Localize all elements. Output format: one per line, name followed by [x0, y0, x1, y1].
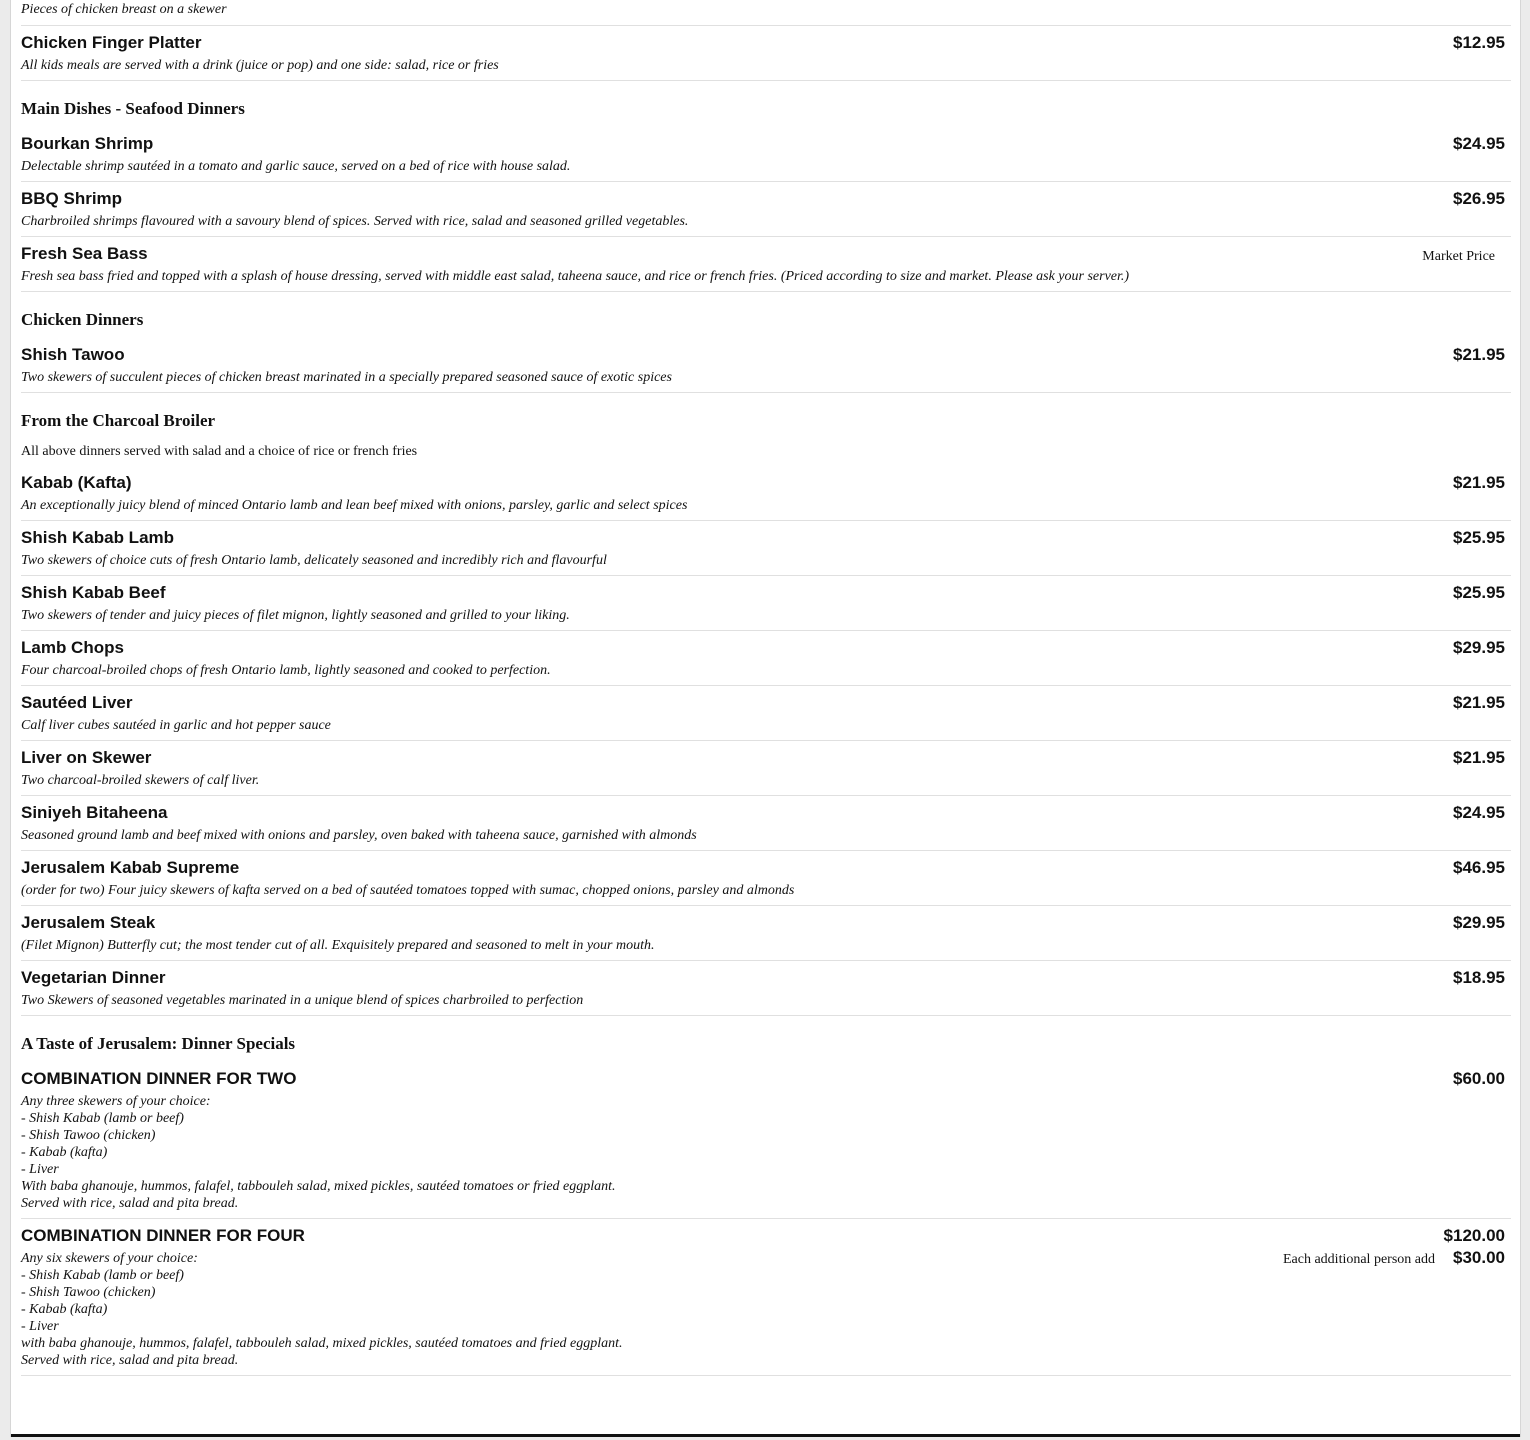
bottom-border: [11, 1434, 1520, 1437]
section-title: Chicken Dinners: [21, 310, 144, 329]
menu-item: [21, 466, 1511, 521]
item-description: Two Skewers of seasoned vegetables marinated in a unique blend of spices charbroiled to perfection: [21, 993, 584, 1008]
section-dinner-specials: [21, 1016, 1511, 1376]
item-description: Two skewers of tender and juicy pieces of filet mignon, lightly seasoned and grilled to your liking.: [21, 608, 570, 623]
item-name: Sautéed Liver: [21, 693, 133, 712]
item-price: $21.95: [1453, 748, 1505, 767]
item-description: Delectable shrimp sautéed in a tomato and garlic sauce, served on a bed of rice with house salad.: [21, 159, 571, 174]
section-title: From the Charcoal Broiler: [21, 411, 216, 430]
item-name: COMBINATION DINNER FOR TWO: [21, 1069, 297, 1088]
item-description: Four charcoal-broiled chops of fresh Ontario lamb, lightly seasoned and cooked to perfection.: [21, 663, 551, 678]
additional-person-price: [1283, 1248, 1505, 1270]
item-price: $60.00: [1453, 1069, 1505, 1088]
item-price: $24.95: [1453, 803, 1505, 822]
item-description: All kids meals are served with a drink (juice or pop) and one side: salad, rice or fries: [21, 58, 499, 73]
item-description: Any three skewers of your choice: - Shish Kabab (lamb or beef) - Shish Tawoo (chicken) - Kabab (kafta) - Liver With baba ghanouje, hummos, falafel, tabbouleh salad, mixed pickles, sautéed tomatoes or fried eggplant. Served with rice, salad and pita bread.: [21, 1094, 616, 1211]
item-name: Kabab (Kafta): [21, 473, 132, 492]
item-description: Seasoned ground lamb and beef mixed with onions and parsley, oven baked with taheena sauce, garnished with almonds: [21, 828, 697, 843]
item-description: Any six skewers of your choice: - Shish Kabab (lamb or beef) - Shish Tawoo (chicken) - Kabab (kafta) - Liver with baba ghanouje, hummos, falafel, tabbouleh salad, mixed pickles, sautéed tomatoes and fried eggplant. Served with rice, salad and pita bread.: [21, 1251, 623, 1368]
item-description: (order for two) Four juicy skewers of kafta served on a bed of sautéed tomatoes topped with sumac, chopped onions, parsley and almonds: [21, 883, 795, 898]
menu-item: [21, 851, 1511, 906]
item-price: $21.95: [1453, 693, 1505, 712]
section-chicken: [21, 292, 1511, 393]
section-title: A Taste of Jerusalem: Dinner Specials: [21, 1034, 296, 1053]
item-description: Charbroiled shrimps flavoured with a savoury blend of spices. Served with rice, salad and seasoned grilled vegetables.: [21, 214, 689, 229]
item-description: Calf liver cubes sautéed in garlic and hot pepper sauce: [21, 718, 331, 733]
menu-item: [21, 741, 1511, 796]
item-description: Two charcoal-broiled skewers of calf liver.: [21, 773, 260, 788]
menu-content: [21, 26, 1511, 1376]
item-name: BBQ Shrimp: [21, 189, 123, 208]
menu-item: [21, 906, 1511, 961]
item-description: Two skewers of choice cuts of fresh Ontario lamb, delicately seasoned and incredibly rich and flavourful: [21, 553, 607, 568]
item-price: $26.95: [1453, 189, 1505, 208]
item-description: (Filet Mignon) Butterfly cut; the most tender cut of all. Exquisitely prepared and seasoned to melt in your mouth.: [21, 938, 655, 953]
menu-item: [21, 127, 1511, 182]
item-name: Lamb Chops: [21, 638, 124, 657]
item-name: Shish Kabab Beef: [21, 583, 166, 602]
menu-item: [21, 1062, 1511, 1219]
item-name: Siniyeh Bitaheena: [21, 803, 168, 822]
menu-item: [21, 182, 1511, 237]
item-price-group: [1283, 1226, 1511, 1270]
item-name: Liver on Skewer: [21, 748, 152, 767]
menu-item: [21, 237, 1511, 292]
additional-person-amount: $30.00: [1453, 1248, 1505, 1267]
item-name: Shish Kabab Lamb: [21, 528, 175, 547]
item-name: Chicken Finger Platter: [21, 33, 202, 52]
item-name: Jerusalem Steak: [21, 913, 156, 932]
item-name: COMBINATION DINNER FOR FOUR: [21, 1226, 305, 1245]
section-charcoal-broiler: [21, 393, 1511, 1016]
section-seafood: [21, 81, 1511, 292]
menu-item: [21, 631, 1511, 686]
item-name: Vegetarian Dinner: [21, 968, 166, 987]
item-description: An exceptionally juicy blend of minced Ontario lamb and lean beef mixed with onions, parsley, garlic and select spices: [21, 498, 688, 513]
section-note: All above dinners served with salad and a choice of rice or french fries: [21, 444, 418, 459]
section-title: Main Dishes - Seafood Dinners: [21, 99, 245, 118]
item-price: $24.95: [1453, 134, 1505, 153]
item-price: $29.95: [1453, 913, 1505, 932]
item-description: Two skewers of succulent pieces of chicken breast marinated in a specially prepared seasoned sauce of exotic spices: [21, 370, 672, 385]
item-price: $21.95: [1453, 473, 1505, 492]
menu-item: [21, 521, 1511, 576]
item-price: $29.95: [1453, 638, 1505, 657]
item-name: Fresh Sea Bass: [21, 244, 148, 263]
menu-item: [21, 1219, 1511, 1376]
menu-item: [21, 961, 1511, 1016]
item-description: Pieces of chicken breast on a skewer: [21, 2, 227, 17]
item-price: $18.95: [1453, 968, 1505, 987]
additional-person-label: Each additional person add: [1282, 1252, 1435, 1267]
item-name: Bourkan Shrimp: [21, 134, 154, 153]
item-price: $120.00: [1443, 1226, 1505, 1245]
item-price: $25.95: [1453, 583, 1505, 602]
item-price: $25.95: [1453, 528, 1505, 547]
item-description: Fresh sea bass fried and topped with a splash of house dressing, served with middle east salad, taheena sauce, and rice or french fries. (Priced according to size and market. Please ask your server.): [21, 269, 1130, 284]
item-price: $46.95: [1453, 858, 1505, 877]
item-name: Shish Tawoo: [21, 345, 125, 364]
menu-item: [21, 338, 1511, 393]
item-name: Jerusalem Kabab Supreme: [21, 858, 240, 877]
menu-item: [21, 576, 1511, 631]
menu-item: [21, 26, 1511, 81]
menu-item: [21, 796, 1511, 851]
menu-item: [21, 686, 1511, 741]
menu-page: [10, 0, 1521, 1437]
item-price: $21.95: [1453, 345, 1505, 364]
item-price: Market Price: [1422, 249, 1495, 264]
item-price: $12.95: [1453, 33, 1505, 52]
